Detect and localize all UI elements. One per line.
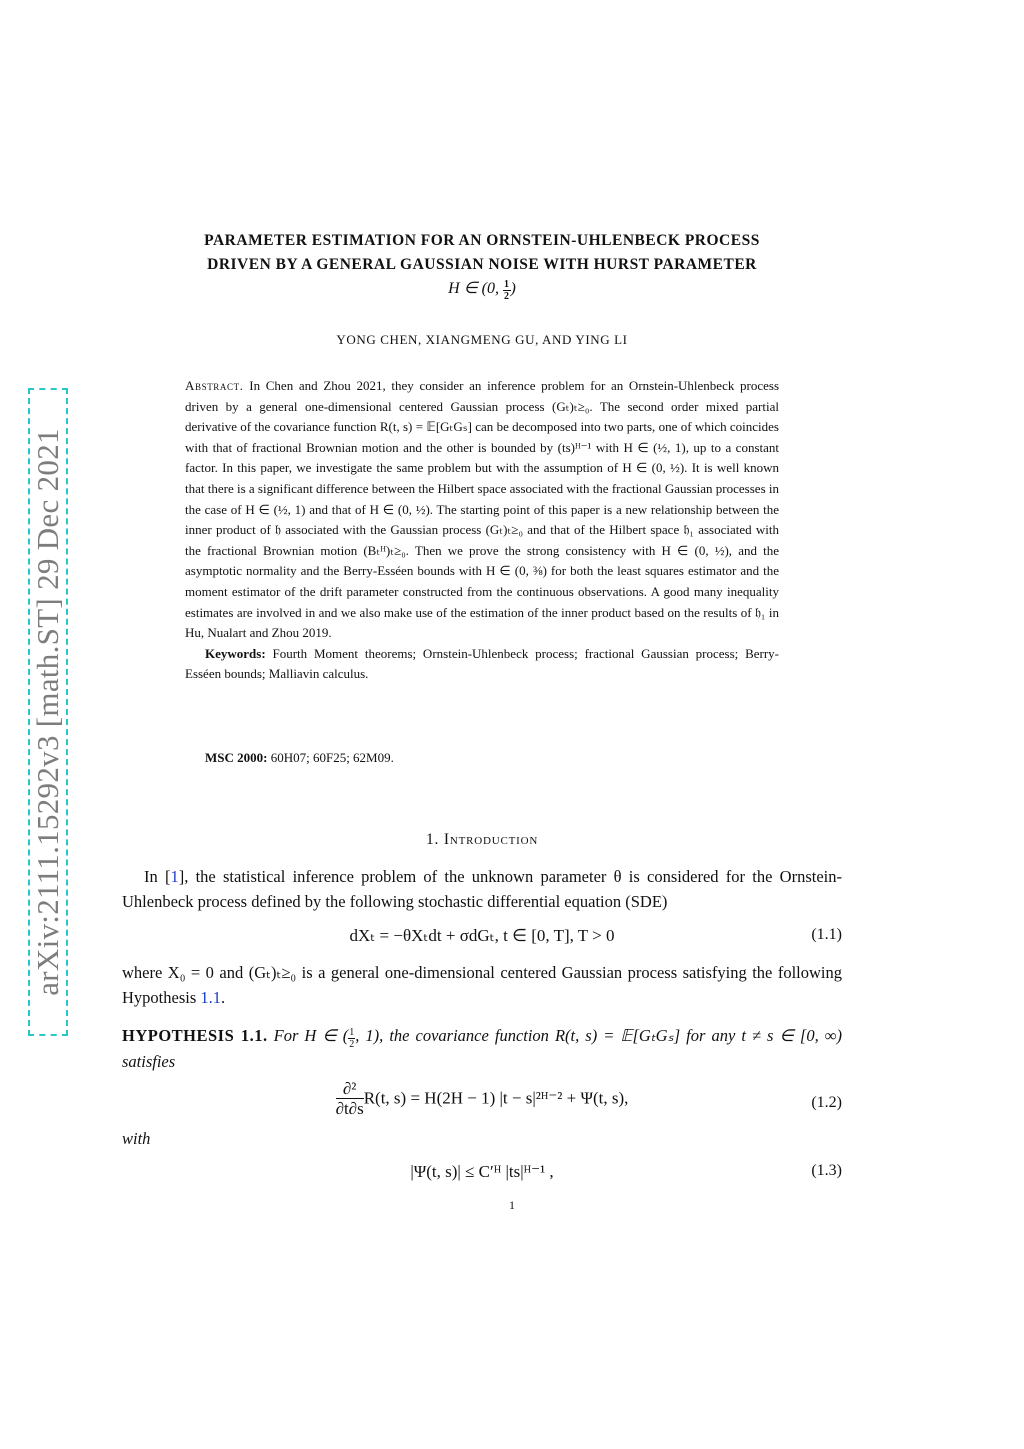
title-fraction-den: 2	[504, 291, 510, 302]
title-math-prefix: H ∈ (0,	[448, 280, 503, 297]
hypothesis-text-end: , 1), the covariance function R(t, s) = 𝔼[GₜGₛ] for any t ≠ s ∈ [0, ∞) satisfies	[122, 1026, 842, 1071]
paper-title	[120, 229, 844, 302]
title-line-2: DRIVEN BY A GENERAL GAUSSIAN NOISE WITH HURST PARAMETER	[207, 256, 757, 273]
arxiv-sidebar-stamp	[28, 388, 68, 1036]
title-line-3	[120, 277, 844, 302]
authors: YONG CHEN, XIANGMENG GU, AND YING LI	[336, 332, 628, 347]
title-math-suffix: )	[510, 280, 516, 297]
abstract-body	[185, 376, 779, 644]
equation-1-2-number: (1.2)	[811, 1094, 842, 1111]
partial-denominator: ∂t∂s	[335, 1099, 364, 1118]
equation-1-3-number: (1.3)	[811, 1162, 842, 1179]
section-title: Introduction	[443, 831, 539, 848]
section-number: 1.	[425, 831, 440, 848]
keywords-text: Fourth Moment theorems; Ornstein-Uhlenbeck process; fractional Gaussian process; Berry-Esséen bounds; Malliavin calculus.	[185, 645, 779, 682]
msc-label: MSC 2000:	[205, 750, 268, 765]
msc-classification	[205, 750, 394, 766]
with-label: with	[122, 1129, 151, 1148]
equation-1-3-body: |Ψ(t, s)| ≤ C′ᴴ |ts|ᴴ⁻¹ ,	[410, 1162, 554, 1181]
intro-p1-start: In [	[144, 867, 171, 886]
keywords	[185, 644, 779, 685]
equation-1-2-rhs: R(t, s) = H(2H − 1) |t − s|²ᴴ⁻² + Ψ(t, s),	[363, 1088, 629, 1108]
hypothesis-label: HYPOTHESIS 1.1.	[122, 1026, 268, 1045]
intro-paragraph-2	[122, 961, 842, 1010]
intro-p2-end: .	[221, 987, 226, 1007]
section-heading	[120, 831, 844, 849]
partial-numerator: ∂²	[336, 1080, 364, 1099]
title-line-1: PARAMETER ESTIMATION FOR AN ORNSTEIN-UHLENBECK PROCESS	[204, 232, 760, 249]
intro-p2-start: where X₀ = 0 and (Gₜ)ₜ≥₀ is a general one-dimensional centered Gaussian process satisfying the following Hypothesis	[122, 963, 842, 1007]
equation-1-2	[122, 1080, 842, 1126]
equation-1-3	[122, 1162, 842, 1192]
intro-p1-end: ], the statistical inference problem of the unknown parameter θ is considered for the Ornstein-Uhlenbeck process defined by the following stochastic differential equation (SDE)	[122, 867, 842, 911]
abstract-label: Abstract.	[185, 378, 244, 393]
msc-codes: 60H07; 60F25; 62M09.	[270, 750, 394, 765]
hypothesis-fraction-den: 2	[349, 1039, 355, 1050]
keywords-label: Keywords:	[205, 645, 266, 661]
intro-paragraph-1	[122, 865, 842, 914]
abstract	[185, 376, 779, 685]
page-number: 1	[509, 1198, 515, 1212]
hypothesis-1-1	[122, 1024, 842, 1075]
arxiv-identifier[interactable]: arXiv:2111.15292v3 [math.ST] 29 Dec 2021	[30, 428, 65, 996]
equation-1-1-body: dXₜ = −θXₜdt + σdGₜ, t ∈ [0, T], T > 0	[349, 926, 615, 945]
equation-1-2-body	[122, 1080, 842, 1119]
equation-1-1	[122, 926, 842, 956]
title-fraction-num: 1	[504, 279, 510, 290]
title-fraction	[503, 279, 511, 302]
hypothesis-fraction-num: 1	[349, 1027, 355, 1038]
partial-derivative-fraction	[336, 1080, 364, 1119]
hypothesis-text-start: For H ∈ (	[273, 1026, 349, 1045]
hypothesis-reference-link[interactable]: 1.1	[200, 987, 221, 1007]
citation-link-1[interactable]: 1	[170, 867, 179, 886]
equation-1-1-number: (1.1)	[811, 926, 842, 943]
abstract-text: In Chen and Zhou 2021, they consider an inference problem for an Ornstein-Uhlenbeck process driven by a general one-dimensional centered Gaussian process (Gₜ)ₜ≥₀. The second order mixed partial derivative of the covariance function R(t, s) = 𝔼[GₜGₛ] can be decomposed into two parts, one of which coincides with that of fractional Brownian motion and the other is bounded by (ts)ᴴ⁻¹ with H ∈ (½, 1), up to a constant factor. In this paper, we investigate the same problem but with the assumption of H ∈ (0, ½). It is well known that there is a significant difference between the Hilbert space associated with the fractional Gaussian processes in the case of H ∈ (½, 1) and that of H ∈ (0, ½). The starting point of this paper is a new relationship between the inner product of 𝔥 associated with the Gaussian process (Gₜ)ₜ≥₀ and that of the Hilbert space 𝔥₁ associated with the fractional Brownian motion (Bₜᴴ)ₜ≥₀. Then we prove the strong consistency with H ∈ (0, ½), and the asymptotic normality and the Berry-Esséen bounds with H ∈ (0, ⅜) for both the least squares estimator and the moment estimator of the drift parameter constructed from the continuous observations. A good many inequality estimates are involved in and we also make use of the estimation of the inner product based on the results of 𝔥₁ in Hu, Nualart and Zhou 2019.	[185, 378, 780, 641]
